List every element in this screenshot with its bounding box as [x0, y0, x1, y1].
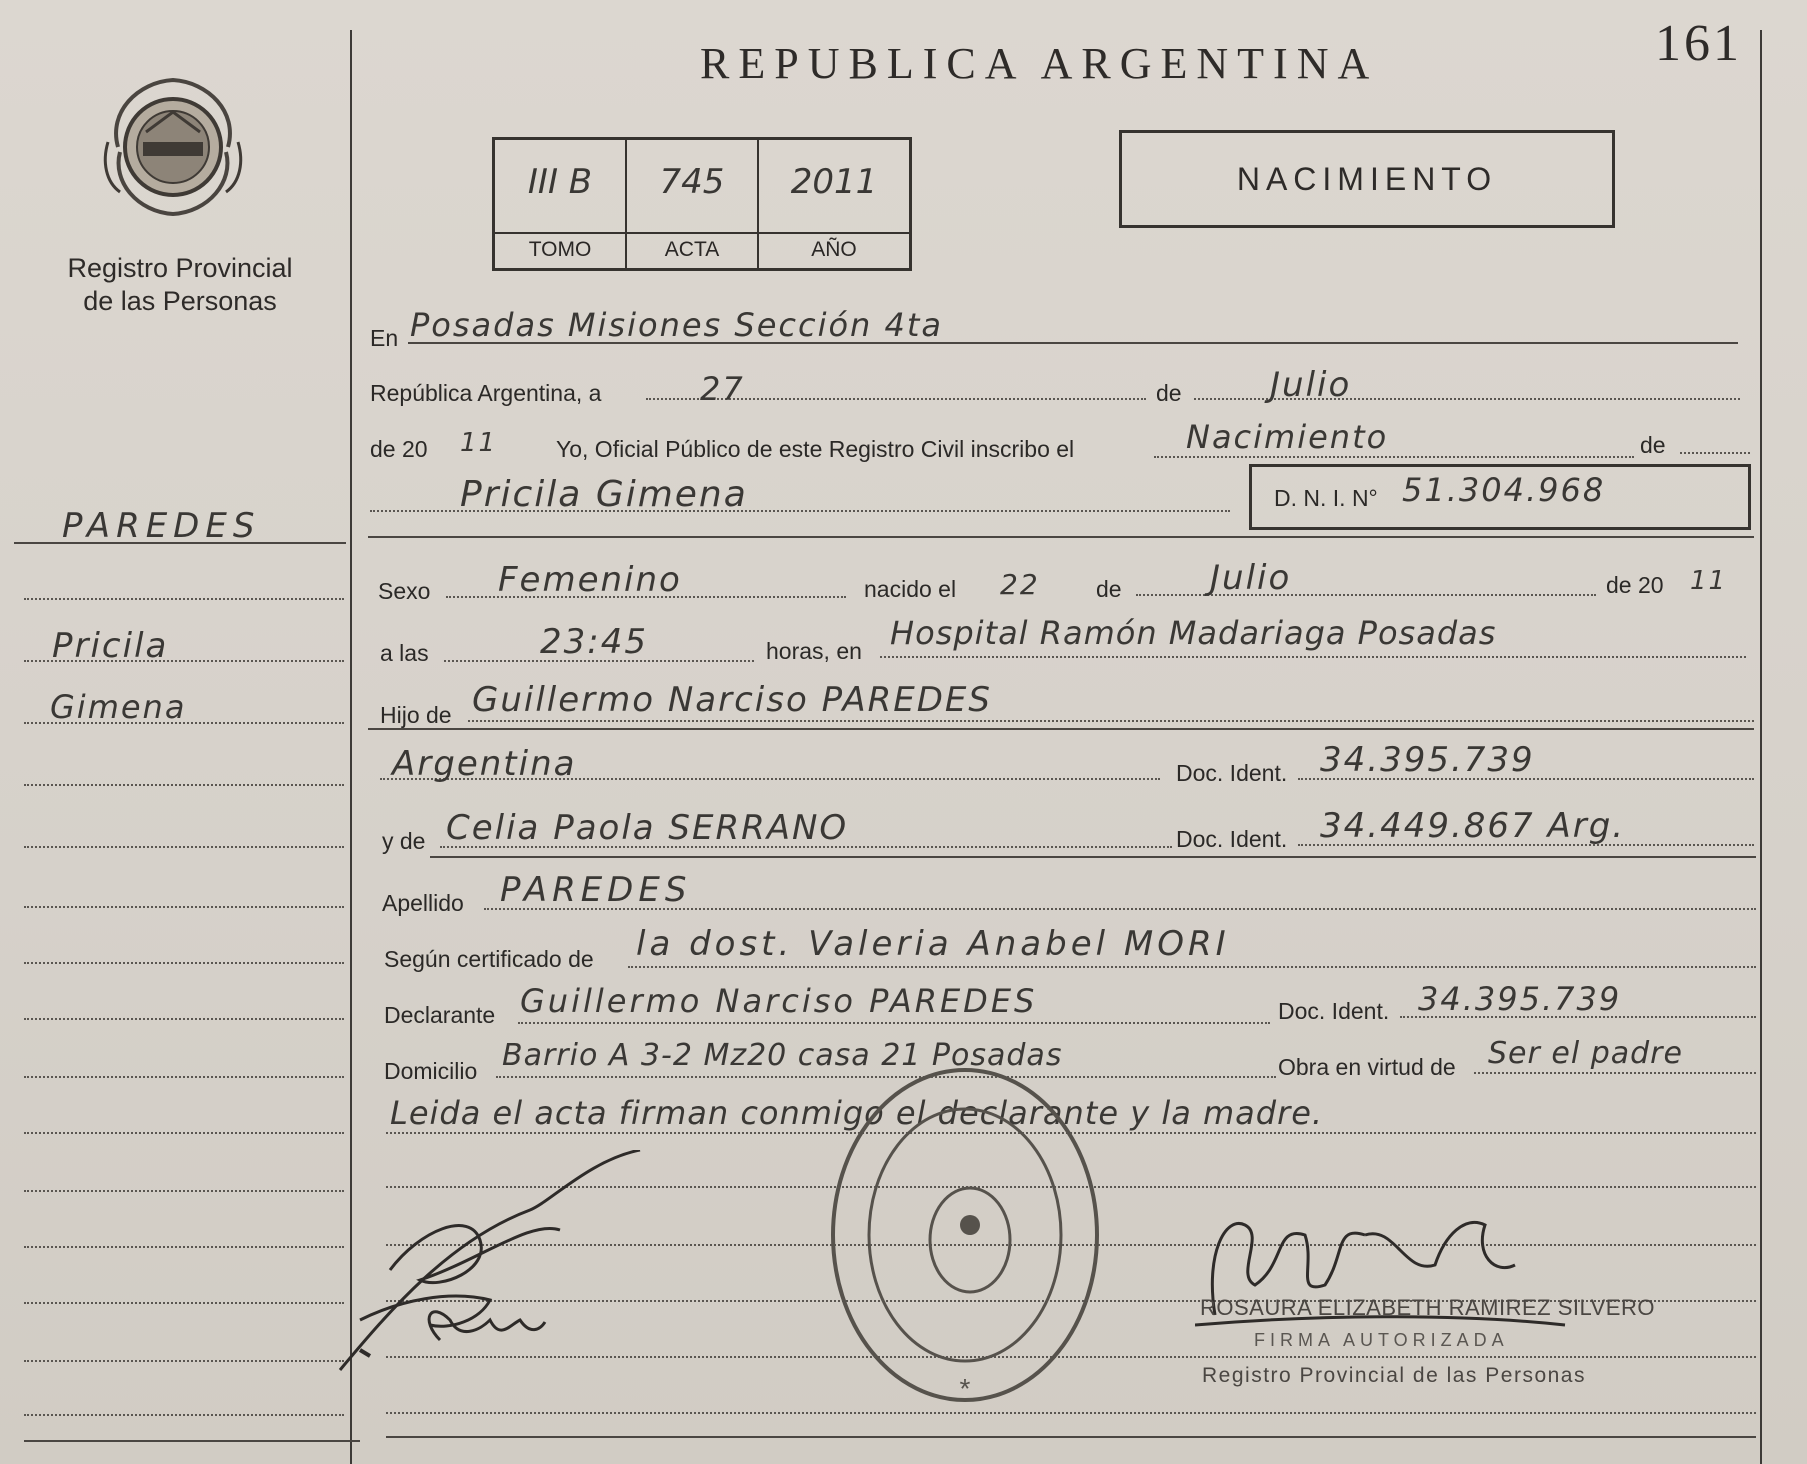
domicilio-label: Domicilio	[384, 1058, 478, 1084]
obra-label: Obra en virtud de	[1278, 1054, 1456, 1080]
right-border	[1760, 30, 1762, 1464]
dni-box	[1249, 464, 1751, 530]
dni-label: D. N. I. N°	[1274, 485, 1378, 511]
tomo-label: TOMO	[495, 232, 625, 268]
acta-label: ACTA	[627, 232, 757, 268]
de-label2: de	[1640, 432, 1666, 458]
margin-line	[24, 1246, 344, 1248]
margin-line	[24, 1302, 344, 1304]
margin-line	[24, 962, 344, 964]
closing-text: Leida el acta firman conmigo el declarante y la madre.	[390, 1094, 1324, 1132]
birth-year: 11	[1690, 566, 1728, 596]
republica-label: República Argentina, a	[370, 380, 602, 406]
docident-label3: Doc. Ident.	[1278, 998, 1390, 1024]
acta-value: 745	[659, 162, 725, 202]
bottom-rule	[386, 1436, 1756, 1438]
officer-registry: Registro Provincial de las Personas	[1202, 1364, 1586, 1387]
inscribo-value: Nacimiento	[1186, 418, 1389, 456]
segun-label: Según certificado de	[384, 946, 594, 972]
margin-line	[24, 1132, 344, 1134]
segun-line	[628, 966, 1756, 968]
margin-line	[24, 1018, 344, 1020]
obra-line	[1474, 1072, 1756, 1074]
registry-box	[492, 137, 912, 271]
mother-rule	[430, 856, 1756, 858]
docident-label2: Doc. Ident.	[1176, 826, 1288, 852]
obra-value: Ser el padre	[1488, 1036, 1683, 1071]
father-rule	[368, 728, 1754, 730]
nacido-label: nacido el	[864, 576, 957, 602]
official-stamp-icon	[820, 1060, 1110, 1410]
en-value: Posadas Misiones Sección 4ta	[410, 306, 943, 344]
year-value: 11	[460, 428, 498, 458]
day-value: 27	[700, 370, 745, 408]
officer-name: ROSAURA ELIZABETH RAMIREZ SILVERO	[1200, 1295, 1655, 1320]
anio-cell	[759, 140, 909, 268]
acta-cell	[627, 140, 759, 268]
declarant-signature	[330, 1150, 660, 1380]
margin-line	[24, 722, 344, 724]
yde-label: y de	[382, 828, 426, 854]
margin-bottom-rule	[24, 1440, 360, 1442]
hijo-label: Hijo de	[380, 702, 452, 728]
margin-line	[24, 846, 344, 848]
section-rule	[368, 536, 1754, 538]
anio-value: 2011	[790, 162, 878, 202]
organization-line2: de las Personas	[83, 286, 277, 316]
month-value: Julio	[1270, 365, 1352, 405]
time-value: 23:45	[540, 622, 648, 662]
mother-doc: 34.449.867 Arg.	[1320, 806, 1626, 846]
yo-label: Yo, Oficial Público de este Registro Civil inscribo el	[556, 436, 1075, 462]
anio-label: AÑO	[759, 232, 909, 268]
margin-line	[24, 660, 344, 662]
father-doc: 34.395.739	[1320, 740, 1535, 780]
place-line	[880, 656, 1746, 658]
margin-given2: Gimena	[50, 688, 187, 726]
declarante-label: Declarante	[384, 1002, 496, 1028]
margin-line	[24, 1360, 344, 1362]
sexo-label: Sexo	[378, 578, 431, 604]
tomo-value: III B	[527, 162, 593, 202]
margin-given1: Pricila	[52, 626, 169, 666]
margin-line	[24, 598, 344, 600]
blank-line	[386, 1412, 1756, 1414]
margin-line	[24, 906, 344, 908]
alas-label: a las	[380, 640, 429, 666]
margin-rule	[14, 542, 346, 544]
docident-label: Doc. Ident.	[1176, 760, 1288, 786]
father-value: Guillermo Narciso PAREDES	[472, 680, 992, 720]
birth-month-line	[1136, 594, 1596, 596]
margin-line	[24, 1076, 344, 1078]
birth-month: Julio	[1210, 558, 1292, 598]
organization-line1: Registro Provincial	[67, 253, 293, 283]
dni-value: 51.304.968	[1402, 471, 1606, 509]
de20-label2: de 20	[1606, 572, 1664, 598]
en-line	[408, 342, 1738, 344]
place-value: Hospital Ramón Madariaga Posadas	[890, 614, 1497, 652]
apellido-value: PAREDES	[500, 870, 692, 910]
name-value: Pricila Gimena	[460, 474, 748, 515]
horas-label: horas, en	[766, 638, 862, 664]
record-type-box: NACIMIENTO	[1119, 130, 1615, 228]
apellido-label: Apellido	[382, 890, 464, 916]
segun-value: la dost. Valeria Anabel MORI	[636, 924, 1230, 964]
father-line	[468, 720, 1754, 722]
inscribo-line	[1154, 456, 1634, 458]
en-label: En	[370, 325, 399, 351]
declarante-doc: 34.395.739	[1418, 980, 1622, 1018]
svg-text:*: *	[959, 1373, 971, 1404]
organization-name	[40, 252, 320, 318]
provincial-seal-icon	[98, 72, 248, 222]
birth-day: 22	[1000, 568, 1040, 601]
declarante-value: Guillermo Narciso PAREDES	[520, 982, 1038, 1020]
firma-autorizada: FIRMA AUTORIZADA	[1254, 1330, 1509, 1350]
tomo-cell	[495, 140, 627, 268]
margin-surname: PAREDES	[62, 506, 261, 546]
father-nat: Argentina	[392, 744, 577, 784]
de-label3: de	[1096, 576, 1122, 602]
margin-line	[24, 1190, 344, 1192]
margin-line	[24, 784, 344, 786]
folio-number: 161	[1655, 15, 1742, 72]
mother-value: Celia Paola SERRANO	[446, 808, 849, 848]
country-title: REPUBLICA ARGENTINA	[700, 39, 1379, 88]
sexo-value: Femenino	[498, 560, 682, 600]
domicilio-value: Barrio A 3-2 Mz20 casa 21 Posadas	[502, 1038, 1063, 1073]
de20-label: de 20	[370, 436, 428, 462]
declarante-line	[518, 1022, 1270, 1024]
margin-line	[24, 1414, 344, 1416]
de-label: de	[1156, 380, 1182, 406]
de-line2	[1680, 452, 1750, 454]
